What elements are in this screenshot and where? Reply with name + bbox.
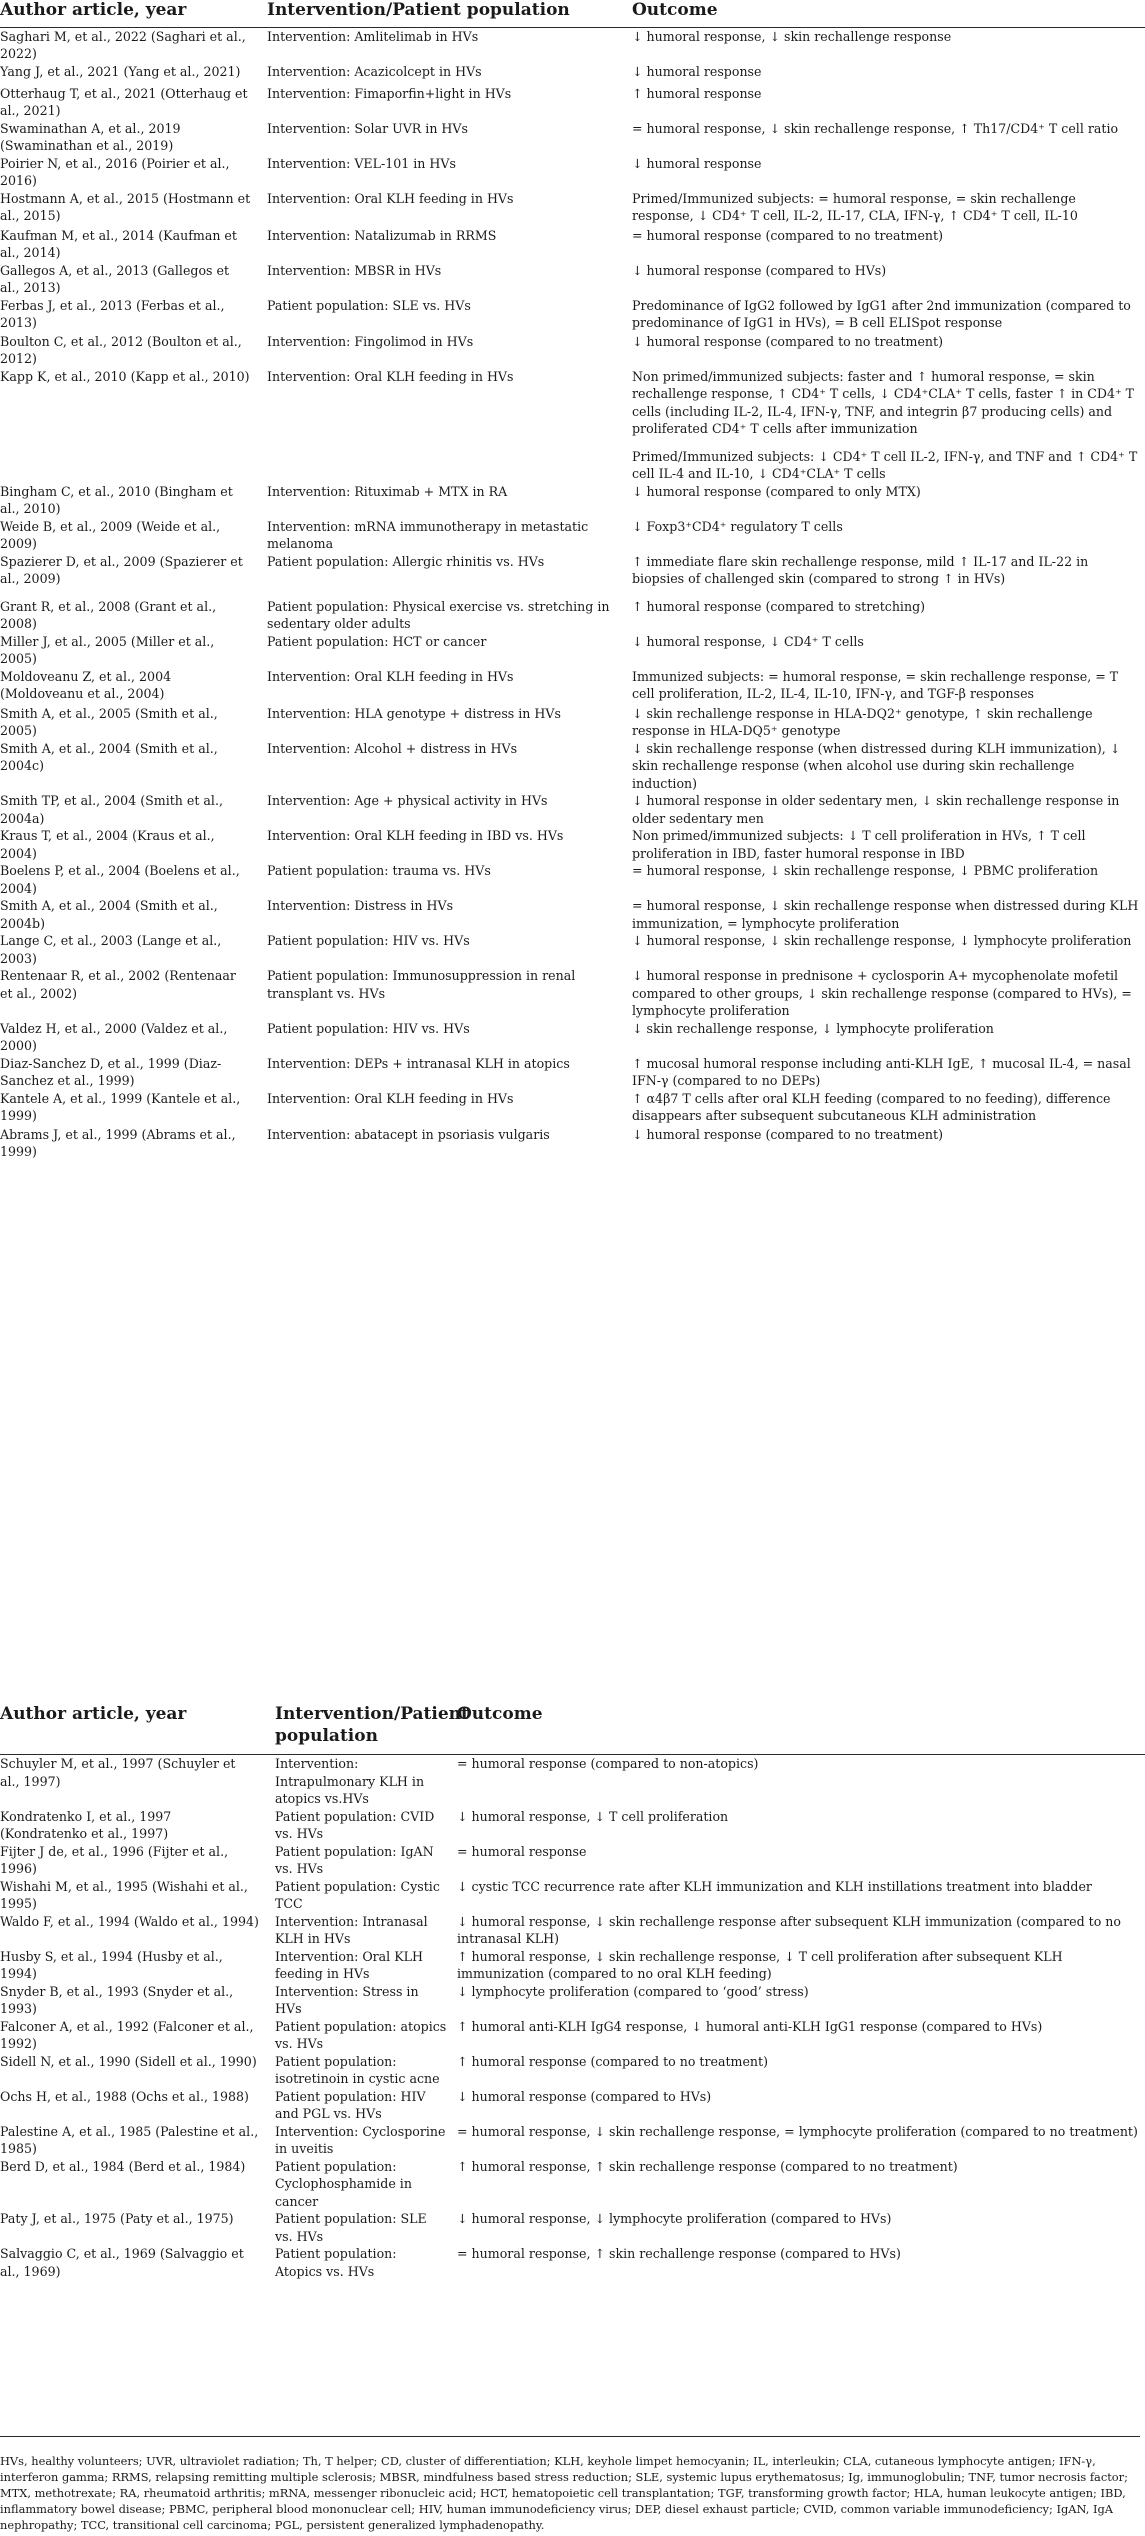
intervention-cell: Intervention: Oral KLH feeding in HVs xyxy=(267,1090,514,1106)
intervention-cell: Patient population: isotretinoin in cystic acne xyxy=(275,2053,440,2086)
outcome-paragraph: = humoral response, ↓ skin rechallenge response, ↑ Th17/CD4⁺ T cell ratio xyxy=(632,120,1119,136)
outcome-paragraph: ↑ mucosal humoral response including anti-KLH IgE, ↑ mucosal IL-4, = nasal IFN-γ (compared to no DEPs) xyxy=(632,1055,1131,1088)
intervention-cell: Intervention: Oral KLH feeding in IBD vs. HVs xyxy=(267,828,564,843)
intervention-cell: Patient population: HIV and PGL vs. HVs xyxy=(275,2088,426,2121)
table-row xyxy=(0,190,1145,227)
table-row xyxy=(0,262,1145,297)
intervention-cell: Intervention: Distress in HVs xyxy=(267,898,454,913)
author-cell: Ferbas J, et al., 2013 (Ferbas et al., 2013) xyxy=(0,297,225,330)
outcome-paragraph: ↓ skin rechallenge response (when distressed during KLH immunization), ↓ skin rechallenge response (when alcohol use during skin rechallenge induction) xyxy=(632,740,1121,791)
intervention-cell: Intervention: Rituximab + MTX in RA xyxy=(267,483,508,499)
author-cell: Kaufman M, et al., 2014 (Kaufman et al., 2014) xyxy=(0,227,237,260)
outcome-paragraph: ↓ humoral response, ↓ skin rechallenge response, ↓ lymphocyte proliferation xyxy=(632,933,1132,948)
outcome-cell: ↓ humoral response (compared to HVs) xyxy=(457,2088,712,2104)
intervention-cell: Intervention: Intrapulmonary KLH in atopics vs.HVs xyxy=(275,1756,425,1806)
intervention-cell: Patient population: HIV vs. HVs xyxy=(267,1020,470,1036)
table-row xyxy=(0,63,1145,85)
outcome-paragraph: ↓ humoral response xyxy=(632,155,762,171)
outcome-cell xyxy=(632,227,1145,262)
outcome-cell xyxy=(632,483,1145,518)
intervention-cell: Intervention: Cyclosporine in uveitis xyxy=(275,2123,446,2156)
table-row xyxy=(0,967,1145,1020)
author-cell: Bingham C, et al., 2010 (Bingham et al., 2010) xyxy=(0,483,233,516)
outcome-paragraph: = humoral response, ↓ skin rechallenge response when distressed during KLH immunization, = lymphocyte proliferation xyxy=(632,898,1139,931)
author-cell: Grant R, et al., 2008 (Grant et al., 2008) xyxy=(0,598,217,631)
outcome-cell: = humoral response, ↓ skin rechallenge response, = lymphocyte proliferation (compared to no treatment) xyxy=(457,2123,1138,2139)
author-cell: Miller J, et al., 2005 (Miller et al., 2005) xyxy=(0,633,215,666)
outcome-paragraph: ↑ α4β7 T cells after oral KLH feeding (compared to no feeding), difference disappears after subsequent subcutaneous KLH administration xyxy=(632,1090,1111,1123)
author-cell: Diaz-Sanchez D, et al., 1999 (Diaz-Sanchez et al., 1999) xyxy=(0,1055,222,1088)
table-row xyxy=(0,2123,1145,2158)
intervention-cell: Intervention: Fimaporfin+light in HVs xyxy=(267,85,512,101)
outcome-paragraph: ↑ humoral response (compared to stretching) xyxy=(632,598,926,614)
outcome-cell xyxy=(632,1090,1145,1126)
intervention-cell: Intervention: VEL-101 in HVs xyxy=(267,155,456,171)
intervention-cell: Patient population: IgAN vs. HVs xyxy=(275,1843,434,1876)
outcome-cell xyxy=(632,190,1145,227)
outcome-cell: ↓ humoral response, ↓ skin rechallenge response after subsequent KLH immunization (compared to no intranasal KLH) xyxy=(457,1913,1122,1946)
author-cell: Valdez H, et al., 2000 (Valdez et al., 2000) xyxy=(0,1020,228,1053)
intervention-cell: Intervention: mRNA immunotherapy in metastatic melanoma xyxy=(267,518,589,551)
table-body xyxy=(0,1755,1145,2281)
author-cell: Smith A, et al., 2004 (Smith et al., 2004c) xyxy=(0,740,218,773)
table-body xyxy=(0,27,1145,1162)
column-header-outcome: Outcome xyxy=(457,1697,1145,1755)
intervention-cell: Intervention: Amlitelimab in HVs xyxy=(267,28,479,44)
author-cell: Lange C, et al., 2003 (Lange et al., 2003) xyxy=(0,933,222,966)
outcome-cell xyxy=(632,668,1145,705)
author-cell: Smith A, et al., 2005 (Smith et al., 2005) xyxy=(0,705,218,738)
outcome-cell: ↑ humoral response, ↑ skin rechallenge response (compared to no treatment) xyxy=(457,2158,958,2174)
table-row xyxy=(0,368,1145,483)
table-row xyxy=(0,120,1145,155)
outcome-paragraph: ↓ skin rechallenge response, ↓ lymphocyte proliferation xyxy=(632,1020,994,1036)
outcome-cell xyxy=(632,827,1145,862)
intervention-cell: Intervention: Age + physical activity in HVs xyxy=(267,793,548,808)
column-header-intervention: Intervention/Patient population xyxy=(275,1697,457,1755)
outcome-cell xyxy=(632,967,1145,1020)
author-cell: Ochs H, et al., 1988 (Ochs et al., 1988) xyxy=(0,2088,249,2104)
author-cell: Falconer A, et al., 1992 (Falconer et al., 1992) xyxy=(0,2018,254,2051)
outcome-cell xyxy=(632,1055,1145,1090)
author-cell: Kondratenko I, et al., 1997 (Kondratenko et al., 1997) xyxy=(0,1808,172,1841)
intervention-cell: Patient population: CVID vs. HVs xyxy=(275,1808,435,1841)
intervention-cell: Patient population: trauma vs. HVs xyxy=(267,863,491,878)
table-row xyxy=(0,1055,1145,1090)
column-header-author: Author article, year xyxy=(0,1697,275,1755)
table-row xyxy=(0,1808,1145,1843)
intervention-cell: Intervention: HLA genotype + distress in HVs xyxy=(267,705,561,721)
author-cell: Wishahi M, et al., 1995 (Wishahi et al., 1995) xyxy=(0,1878,248,1911)
table-row xyxy=(0,333,1145,368)
intervention-cell: Intervention: Alcohol + distress in HVs xyxy=(267,740,518,756)
outcome-paragraph: ↓ humoral response xyxy=(632,63,762,79)
table-row xyxy=(0,85,1145,120)
table-row xyxy=(0,2088,1145,2123)
intervention-cell: Patient population: HIV vs. HVs xyxy=(267,933,470,948)
author-cell: Swaminathan A, et al., 2019 (Swaminathan et al., 2019) xyxy=(0,120,181,153)
outcome-paragraph: Primed/Immunized subjects: = humoral response, = skin rechallenge response, ↓ CD4⁺ T cell, IL-2, IL-17, CLA, IFN-γ, ↑ CD4⁺ T cell, IL-10 xyxy=(632,190,1078,223)
outcome-cell: ↓ lymphocyte proliferation (compared to ‘good’ stress) xyxy=(457,1983,809,1999)
table-row xyxy=(0,1878,1145,1913)
outcome-paragraph: ↑ humoral response xyxy=(632,85,762,101)
author-cell: Smith TP, et al., 2004 (Smith et al., 2004a) xyxy=(0,793,223,826)
intervention-cell: Intervention: Oral KLH feeding in HVs xyxy=(267,668,514,684)
table-header-row xyxy=(0,0,1145,27)
column-header-intervention: Intervention/Patient population xyxy=(267,0,632,27)
intervention-cell: Intervention: Solar UVR in HVs xyxy=(267,120,468,136)
author-cell: Boelens P, et al., 2004 (Boelens et al., 2004) xyxy=(0,863,240,896)
intervention-cell: Patient population: SLE vs. HVs xyxy=(275,2211,427,2244)
author-cell: Hostmann A, et al., 2015 (Hostmann et al., 2015) xyxy=(0,190,251,223)
table-row xyxy=(0,1983,1145,2018)
author-cell: Kapp K, et al., 2010 (Kapp et al., 2010) xyxy=(0,368,250,384)
table-row xyxy=(0,553,1145,598)
author-cell: Snyder B, et al., 1993 (Snyder et al., 1993) xyxy=(0,1983,234,2016)
table-row xyxy=(0,740,1145,793)
author-cell: Rentenaar R, et al., 2002 (Rentenaar et al., 2002) xyxy=(0,968,236,1001)
author-cell: Palestine A, et al., 1985 (Palestine et al., 1985) xyxy=(0,2123,259,2156)
author-cell: Yang J, et al., 2021 (Yang et al., 2021) xyxy=(0,63,241,79)
intervention-cell: Intervention: abatacept in psoriasis vulgaris xyxy=(267,1126,550,1142)
author-cell: Abrams J, et al., 1999 (Abrams et al., 1999) xyxy=(0,1126,236,1159)
outcome-paragraph: ↓ humoral response, ↓ skin rechallenge response xyxy=(632,28,952,44)
column-header-outcome: Outcome xyxy=(632,0,1145,27)
outcome-cell: ↑ humoral response (compared to no treatment) xyxy=(457,2053,768,2069)
outcome-paragraph: ↓ skin rechallenge response in HLA-DQ2⁺ genotype, ↑ skin rechallenge response in HLA-DQ5⁺ genotype xyxy=(632,705,1093,738)
table-row xyxy=(0,155,1145,190)
outcome-paragraph: ↓ humoral response (compared to HVs) xyxy=(632,262,887,278)
outcome-paragraph: ↓ humoral response in prednisone + cyclosporin A+ mycophenolate mofetil compared to other groups, ↓ skin rechallenge response (compared to HVs), = lymphocyte proliferation xyxy=(632,968,1132,1018)
intervention-cell: Patient population: atopics vs. HVs xyxy=(275,2018,447,2051)
table-row xyxy=(0,705,1145,740)
outcome-paragraph: ↓ humoral response in older sedentary men, ↓ skin rechallenge response in older sedentary men xyxy=(632,793,1120,826)
results-table-part-1 xyxy=(0,0,1145,1162)
author-cell: Husby S, et al., 1994 (Husby et al., 1994) xyxy=(0,1948,223,1981)
author-cell: Sidell N, et al., 1990 (Sidell et al., 1990) xyxy=(0,2053,257,2069)
table-row xyxy=(0,1755,1145,1808)
table-row xyxy=(0,27,1145,63)
outcome-cell: = humoral response, ↑ skin rechallenge response (compared to HVs) xyxy=(457,2246,901,2261)
outcome-cell xyxy=(632,333,1145,368)
intervention-cell: Patient population: Allergic rhinitis vs. HVs xyxy=(267,553,545,569)
intervention-cell: Intervention: Oral KLH feeding in HVs xyxy=(275,1948,423,1981)
table-row xyxy=(0,2210,1145,2245)
outcome-cell: ↑ humoral anti-KLH IgG4 response, ↓ humoral anti-KLH IgG1 response (compared to HVs) xyxy=(457,2018,1043,2034)
intervention-cell: Intervention: Intranasal KLH in HVs xyxy=(275,1913,428,1946)
author-cell: Waldo F, et al., 1994 (Waldo et al., 1994) xyxy=(0,1913,259,1929)
table-header-row xyxy=(0,1697,1145,1755)
author-cell: Weide B, et al., 2009 (Weide et al., 2009) xyxy=(0,518,221,551)
author-cell: Spazierer D, et al., 2009 (Spazierer et al., 2009) xyxy=(0,553,243,586)
author-cell: Smith A, et al., 2004 (Smith et al., 2004b) xyxy=(0,898,218,931)
outcome-cell: = humoral response (compared to non-atopics) xyxy=(457,1756,759,1771)
intervention-cell: Intervention: Oral KLH feeding in HVs xyxy=(267,368,514,384)
outcome-cell xyxy=(632,740,1145,793)
table-row xyxy=(0,1020,1145,1055)
outcome-paragraph: ↓ Foxp3⁺CD4⁺ regulatory T cells xyxy=(632,518,843,534)
intervention-cell: Intervention: MBSR in HVs xyxy=(267,262,442,278)
outcome-cell xyxy=(632,27,1145,63)
outcome-paragraph: ↓ humoral response (compared to no treatment) xyxy=(632,1126,943,1142)
table-row xyxy=(0,227,1145,262)
outcome-paragraph: ↓ humoral response (compared to only MTX) xyxy=(632,483,921,499)
outcome-cell xyxy=(632,120,1145,155)
table-row xyxy=(0,792,1145,827)
table-row xyxy=(0,1090,1145,1126)
outcome-cell xyxy=(632,368,1145,483)
table-row xyxy=(0,2158,1145,2211)
outcome-cell xyxy=(632,63,1145,85)
intervention-cell: Patient population: Atopics vs. HVs xyxy=(275,2246,397,2279)
table-footnote: HVs, healthy volunteers; UVR, ultraviolet radiation; Th, T helper; CD, cluster of differentiation; KLH, keyhole limpet hemocyanin; IL, interleukin; CLA, cutaneous lymphocyte antigen; IFN-γ, interferon gamma; RRMS, relapsing remitting multiple sclerosis; MBSR, mindfulness based stress reduction; SLE, systemic lupus erythematosus; Ig, immunoglobulin; TNF, tumor necrosis factor; MTX, methotrexate; RA, rheumatoid arthritis; mRNA, messenger ribonucleic acid; HCT, hematopoietic cell transplantation; TGF, transforming growth factor; HLA, human leukocyte antigen; IBD, inflammatory bowel disease; PBMC, peripheral blood mononuclear cell; HIV, human immunodeficiency virus; DEP, diesel exhaust particle; CVID, common variable immunodeficiency; IgAN, IgA nephropathy; TCC, transitional cell carcinoma; PGL, persistent generalized lymphadenopathy. xyxy=(0,2436,1140,2533)
author-cell: Salvaggio C, et al., 1969 (Salvaggio et al., 1969) xyxy=(0,2246,244,2279)
author-cell: Paty J, et al., 1975 (Paty et al., 1975) xyxy=(0,2211,234,2226)
table-row xyxy=(0,1843,1145,1878)
outcome-paragraph: ↑ immediate flare skin rechallenge response, mild ↑ IL-17 and IL-22 in biopsies of challenged skin (compared to strong ↑ in HVs) xyxy=(632,553,1089,586)
outcome-cell: ↓ humoral response, ↓ lymphocyte proliferation (compared to HVs) xyxy=(457,2211,892,2226)
outcome-cell xyxy=(632,262,1145,297)
intervention-cell: Intervention: DEPs + intranasal KLH in atopics xyxy=(267,1055,570,1071)
outcome-cell: = humoral response xyxy=(457,1843,587,1859)
intervention-cell: Patient population: SLE vs. HVs xyxy=(267,297,471,313)
outcome-cell xyxy=(632,297,1145,333)
intervention-cell: Intervention: Natalizumab in RRMS xyxy=(267,227,497,243)
outcome-cell xyxy=(632,155,1145,190)
results-table-part-2 xyxy=(0,1697,1145,2280)
outcome-paragraph: Predominance of IgG2 followed by IgG1 after 2nd immunization (compared to predominance of IgG1 in HVs), = B cell ELISpot response xyxy=(632,297,1131,330)
table-row xyxy=(0,518,1145,553)
intervention-cell: Patient population: Cystic TCC xyxy=(275,1878,440,1911)
intervention-cell: Intervention: Stress in HVs xyxy=(275,1983,419,2016)
outcome-cell xyxy=(632,1126,1145,1162)
author-cell: Kantele A, et al., 1999 (Kantele et al., 1999) xyxy=(0,1090,241,1123)
intervention-cell: Intervention: Fingolimod in HVs xyxy=(267,333,474,349)
intervention-cell: Patient population: Cyclophosphamide in cancer xyxy=(275,2158,412,2209)
author-cell: Schuyler M, et al., 1997 (Schuyler et al., 1997) xyxy=(0,1756,236,1789)
table-row xyxy=(0,598,1145,633)
column-header-author: Author article, year xyxy=(0,0,267,27)
intervention-cell: Patient population: HCT or cancer xyxy=(267,633,487,649)
outcome-paragraph: Immunized subjects: = humoral response, = skin rechallenge response, = T cell proliferation, IL-2, IL-4, IL-10, IFN-γ, and TGF-β responses xyxy=(632,668,1119,701)
outcome-paragraph: ↓ humoral response, ↓ CD4⁺ T cells xyxy=(632,633,864,649)
author-cell: Kraus T, et al., 2004 (Kraus et al., 2004) xyxy=(0,828,215,861)
table-row xyxy=(0,2018,1145,2053)
intervention-cell: Intervention: Oral KLH feeding in HVs xyxy=(267,190,514,206)
intervention-cell: Patient population: Physical exercise vs. stretching in sedentary older adults xyxy=(267,598,610,631)
table-row xyxy=(0,932,1145,967)
table-row xyxy=(0,2245,1145,2280)
author-cell: Moldoveanu Z, et al., 2004 (Moldoveanu et al., 2004) xyxy=(0,668,172,701)
outcome-cell: ↓ cystic TCC recurrence rate after KLH immunization and KLH instillations treatment into bladder xyxy=(457,1878,1092,1894)
outcome-cell xyxy=(632,932,1145,967)
author-cell: Gallegos A, et al., 2013 (Gallegos et al., 2013) xyxy=(0,262,230,295)
outcome-cell xyxy=(632,85,1145,120)
intervention-cell: Patient population: Immunosuppression in renal transplant vs. HVs xyxy=(267,968,576,1001)
intervention-cell: Intervention: Acazicolcept in HVs xyxy=(267,63,482,79)
table-row xyxy=(0,862,1145,897)
table-row xyxy=(0,1126,1145,1162)
outcome-paragraph: = humoral response (compared to no treatment) xyxy=(632,227,943,243)
author-cell: Saghari M, et al., 2022 (Saghari et al., 2022) xyxy=(0,28,246,61)
table-row xyxy=(0,2053,1145,2088)
outcome-cell xyxy=(632,518,1145,553)
outcome-cell xyxy=(632,1020,1145,1055)
outcome-cell xyxy=(632,633,1145,668)
outcome-cell: ↓ humoral response, ↓ T cell proliferation xyxy=(457,1808,729,1824)
outcome-paragraph: ↓ humoral response (compared to no treatment) xyxy=(632,333,943,349)
outcome-cell xyxy=(632,553,1145,598)
outcome-paragraph: = humoral response, ↓ skin rechallenge response, ↓ PBMC proliferation xyxy=(632,863,1099,878)
table-row xyxy=(0,1913,1145,1948)
outcome-cell xyxy=(632,792,1145,827)
outcome-cell xyxy=(632,862,1145,897)
table-row xyxy=(0,297,1145,333)
outcome-cell xyxy=(632,705,1145,740)
table-row xyxy=(0,897,1145,932)
table-row xyxy=(0,1948,1145,1983)
outcome-paragraph: Non primed/immunized subjects: faster and ↑ humoral response, = skin rechallenge response, ↑ CD4⁺ T cells, ↓ CD4⁺CLA⁺ T cells, faster ↑ in CD4⁺ T cells (including IL-2, IL-4, IFN-γ, TNF, and integrin β7 producing cells) and proliferated CD4⁺ T cells after immunization xyxy=(632,368,1135,436)
author-cell: Fijter J de, et al., 1996 (Fijter et al., 1996) xyxy=(0,1843,229,1876)
table-row xyxy=(0,633,1145,668)
author-cell: Berd D, et al., 1984 (Berd et al., 1984) xyxy=(0,2158,246,2174)
outcome-paragraph: Non primed/immunized subjects: ↓ T cell proliferation in HVs, ↑ T cell proliferation in IBD, faster humoral response in IBD xyxy=(632,828,1086,861)
outcome-cell: ↑ humoral response, ↓ skin rechallenge response, ↓ T cell proliferation after subsequent KLH immunization (compared to no oral KLH feeding) xyxy=(457,1948,1063,1981)
outcome-cell xyxy=(632,598,1145,633)
author-cell: Otterhaug T, et al., 2021 (Otterhaug et al., 2021) xyxy=(0,85,248,118)
table-row xyxy=(0,827,1145,862)
author-cell: Poirier N, et al., 2016 (Poirier et al., 2016) xyxy=(0,155,230,188)
author-cell: Boulton C, et al., 2012 (Boulton et al., 2012) xyxy=(0,333,242,366)
table-row xyxy=(0,483,1145,518)
outcome-paragraph: Primed/Immunized subjects: ↓ CD4⁺ T cell IL-2, IFN-γ, and TNF and ↑ CD4⁺ T cell IL-4 and IL-10, ↓ CD4⁺CLA⁺ T cells xyxy=(632,448,1138,481)
table-row xyxy=(0,668,1145,705)
outcome-cell xyxy=(632,897,1145,932)
